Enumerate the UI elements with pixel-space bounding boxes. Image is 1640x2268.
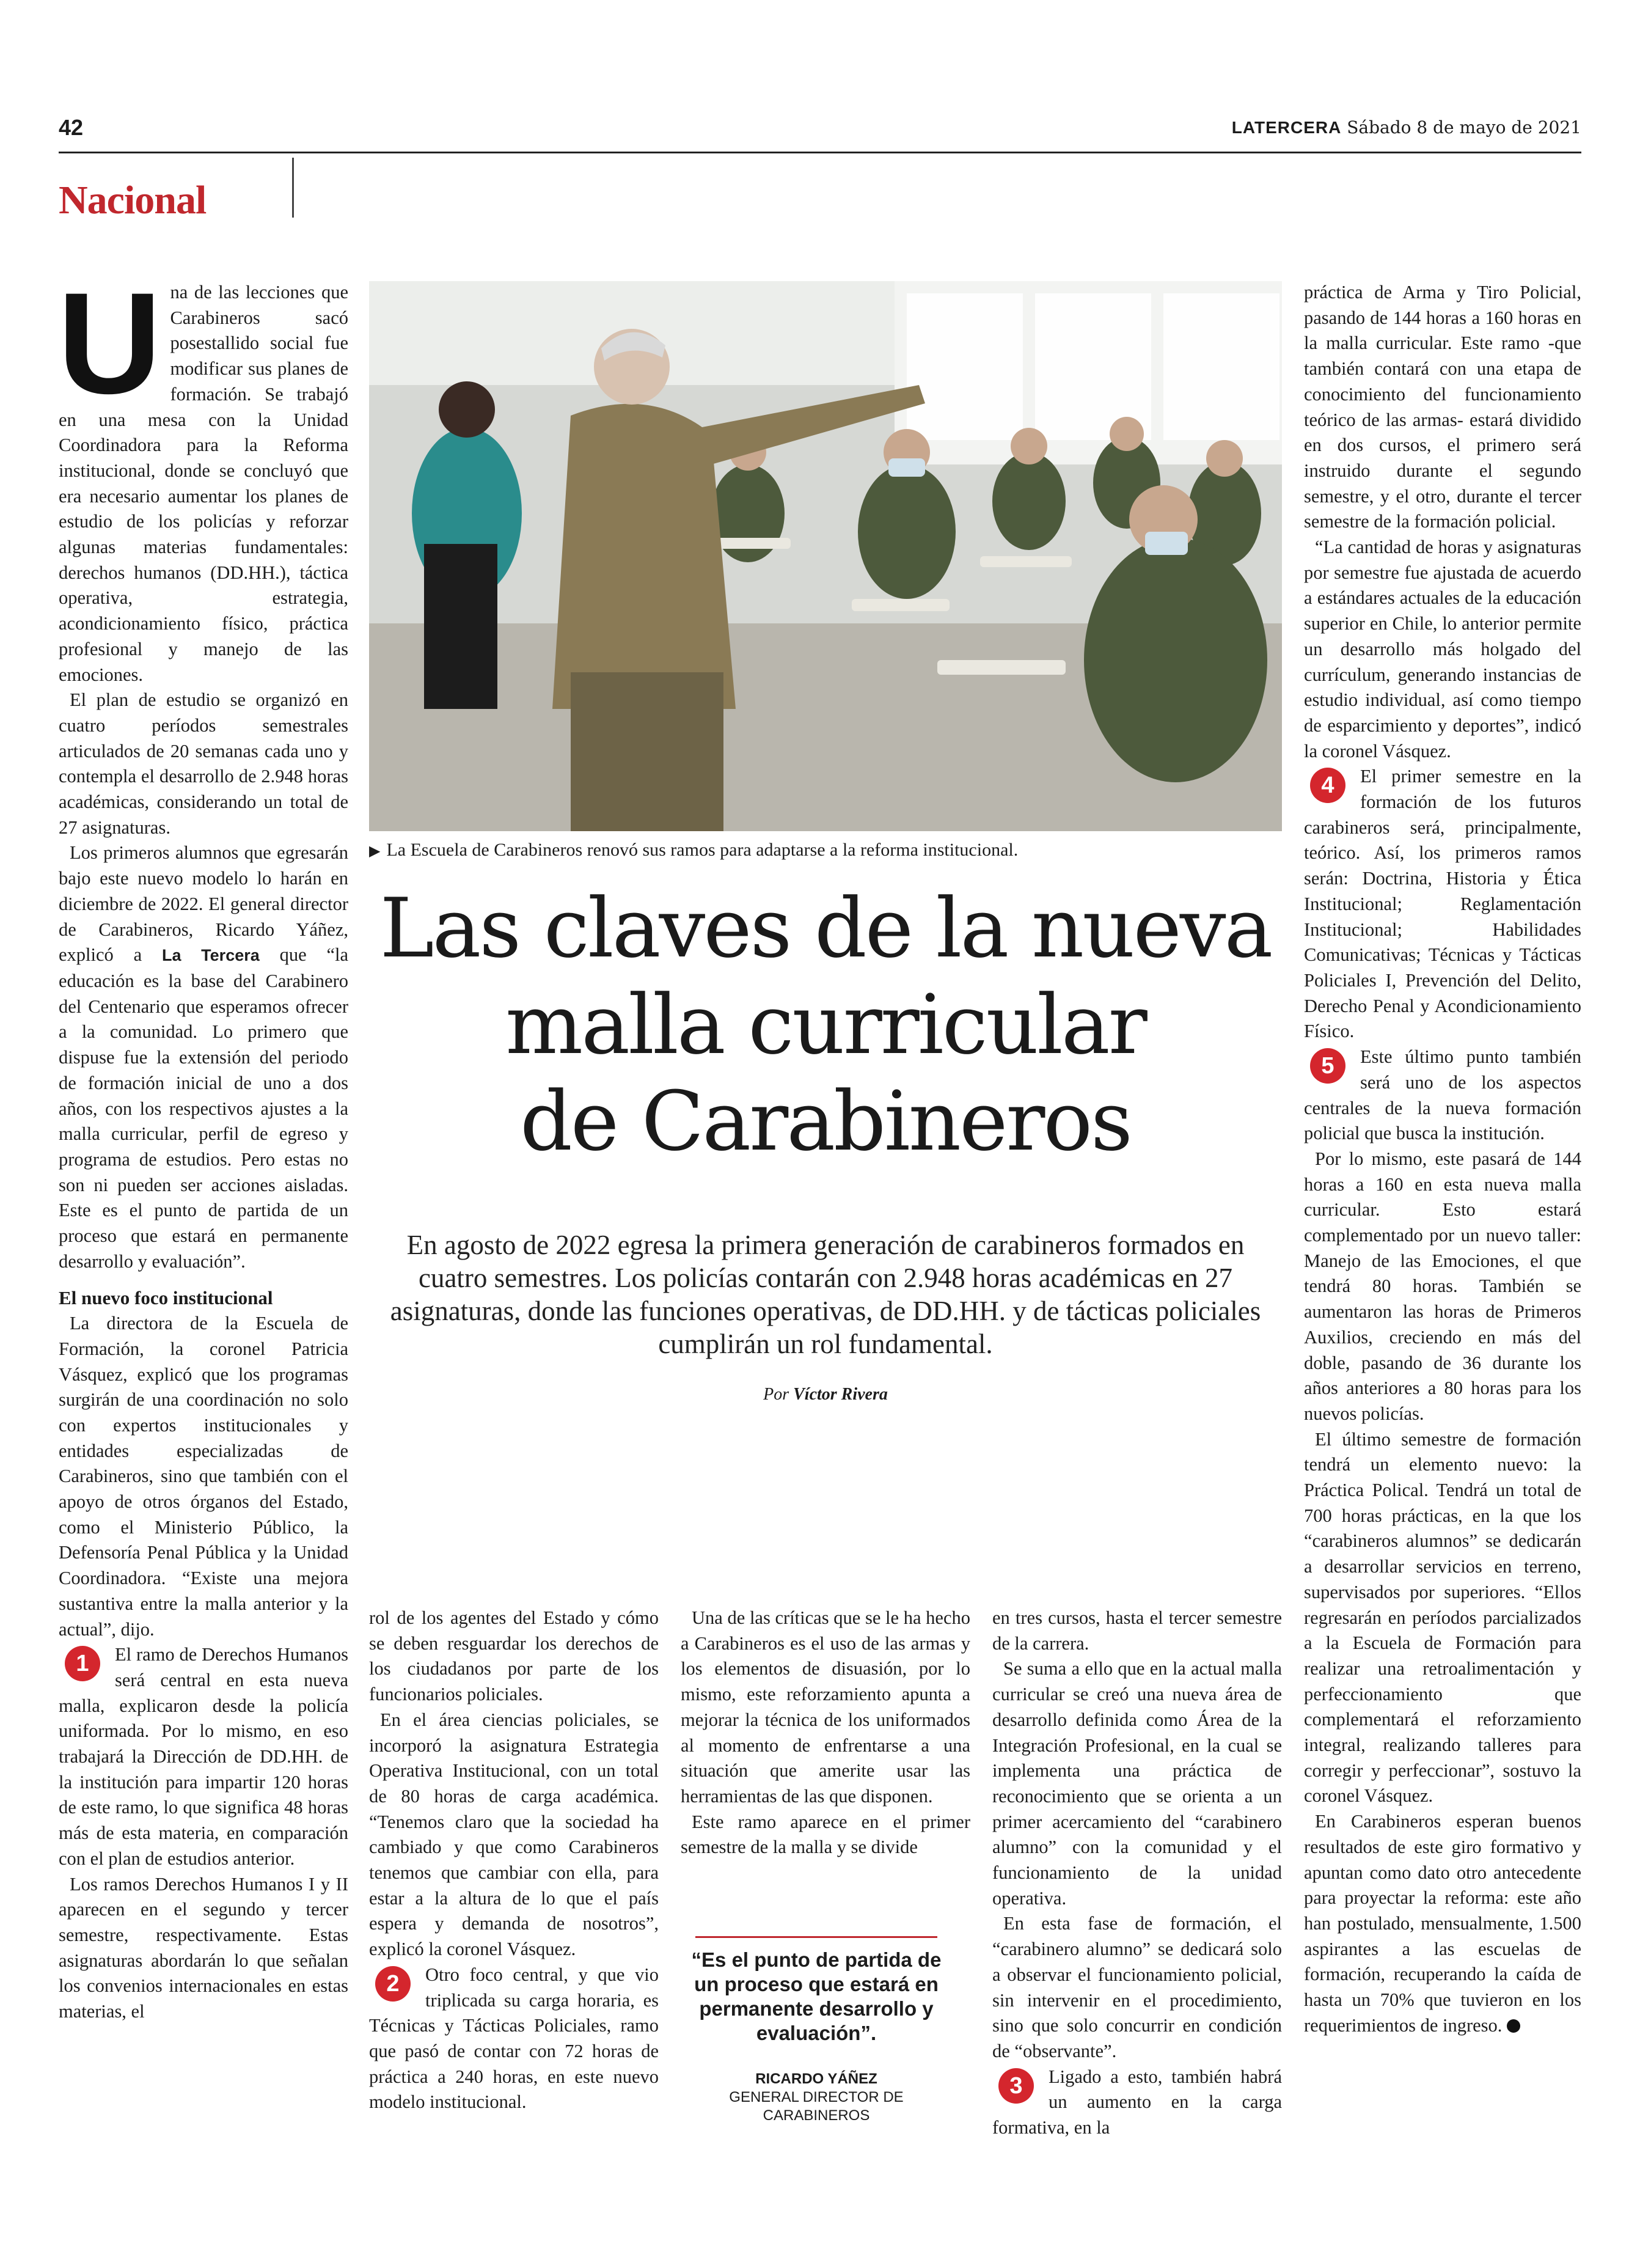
paragraph-text: na de las lecciones que Carabineros sacó posestallido social fue modificar sus planes de formación. Se trabajó en una mesa con la Unidad Coordinadora para la Reforma institucional, donde se concluyó que era necesario aumentar los planes de estudio de los policías y reforzar algunas materias fundamentales: derechos humanos (DD.HH.), táctica operativa, estrategia, acondicionamiento físico, práctica profesional y manejo de las emociones. [59, 282, 348, 685]
paragraph: rol de los agentes del Estado y cómo se deben resguardar los derechos de los ciudadanos por parte de los funcionarios policiales. [369, 1607, 659, 1705]
publication-name: LATERCERA [1231, 118, 1342, 137]
section-divider [292, 158, 294, 218]
paragraph: El plan de estudio se organizó en cuatro períodos semestrales articulados de 20 semanas cada uno y contempla el desarrollo de 2.948 horas académicas, considerando un total de 27 asignaturas. [59, 689, 348, 838]
header-rule [59, 152, 1581, 153]
paragraph: “La cantidad de horas y asignaturas por semestre fue ajustada de acuerdo a estándares actuales de la educación superior en Chile, lo anterior permite un desarrollo más holgado del currículum, generando instancias de estudio individual, así como tiempo de esparcimiento y deportes”, indicó la coronel Vásquez. [1304, 537, 1581, 762]
issue-date: Sábado 8 de mayo de 2021 [1347, 117, 1581, 138]
triangle-bullet-icon: ▶ [369, 843, 381, 859]
paragraph: Este ramo aparece en el primer semestre de la malla y se divide [681, 1811, 970, 1858]
page-number: 42 [59, 115, 84, 140]
author-name: Víctor Rivera [793, 1385, 888, 1404]
paragraph: Los ramos Derechos Humanos I y II aparecen en el segundo y tercer semestre, respectivamente. Estas asignaturas abordarán lo que señalan los convenios internacionales en estas materias, el [59, 1873, 348, 2022]
number-badge-5: 5 [1310, 1048, 1345, 1084]
publication-mention: La Tercera [161, 946, 260, 965]
paragraph: En Carabineros esperan buenos resultados de este giro formativo y apuntan como dato otro antecedente para proyectar la reforma: este año han postulado, mensualmente, 1.500 aspirantes a las escuelas de formación, recuperando la caída de hasta un 70% que tuvieron en los requerimientos de ingreso. [1304, 1811, 1581, 2036]
masthead [1232, 117, 1581, 138]
paragraph: Por lo mismo, este pasará de 144 horas a 160 en esta nueva malla curricular. Esto estará complementado por un nuevo taller: Manejo de las Emociones, el que tendrá 80 horas. También se aumentaron las horas de Primeros Auxilios, creciendo en más del doble, pasando de 36 durante los años anteriores a 80 horas para los nuevos policías. [1304, 1148, 1581, 1424]
quote-text: “Es el punto de partida de un proceso que estará en permanente desarrollo y evaluación”. [691, 1948, 942, 2044]
body-column-2 [369, 1606, 659, 2115]
quote-author-role: GENERAL DIRECTOR DE CARABINEROS [729, 2089, 904, 2124]
numbered-paragraph: 5 Este último punto también será uno de los aspectos centrales de la nueva formación policial que busca la institución. [1304, 1046, 1581, 1144]
deck-summary: En agosto de 2022 egresa la primera generación de carabineros formados en cuatro semestres. Los policías contarán con 2.948 horas académicas en 27 asignaturas, donde las funciones operativas, de DD.HH. y de tácticas policiales cumplirán un rol fundamental. [390, 1230, 1261, 1359]
numbered-paragraph: 2 Otro foco central, y que vio triplicada su carga horaria, es Técnicas y Tácticas Policiales, ramo que pasó de contar con 72 horas de práctica a 240 horas, en este nuevo modelo institucional. [369, 1964, 659, 2113]
paragraph: Los primeros alumnos que egresarán bajo este nuevo modelo lo harán en diciembre de 2022. El general director de Carabineros, Ricardo Yáñez, explicó a La Tercera que “la educación es la base del Carabinero del Centenario que esperamos ofrecer a la comunidad. Lo primero que dispuse fue la extensión del periodo de formación inicial de uno a dos años, con los respectivos ajustes a la malla curricular, perfil de egreso y programa de estudios. Pero estas no son ni pueden ser acciones aisladas. Este es el punto de partida de un proceso que estará en permanente desarrollo y evaluación”. [59, 842, 348, 1272]
photo-illustration [369, 281, 1282, 831]
number-badge-4: 4 [1310, 768, 1345, 803]
subheading: El nuevo foco institucional [59, 1287, 273, 1309]
headline: Las claves de la nueva malla curricular de Carabineros [379, 881, 1272, 1169]
paragraph: práctica de Arma y Tiro Policial, pasando de 144 horas a 160 horas en la malla curricular. Este ramo -que también contará con una etapa de conocimiento del funcionamiento teórico de las armas- estará dividido en dos cursos, el primero será instruido durante el segundo semestre, y el otro, durante el tercer semestre de la formación policial. [1304, 282, 1581, 532]
paragraph: Se suma a ello que en la actual malla curricular se creó una nueva área de desarrollo definida como Área de la Integración Profesional, en la cual se implementa una práctica de reconocimiento que se orienta a un primer acercamiento del “carabinero alumno” con la comunidad y el funcionamiento de la unidad operativa. [992, 1658, 1282, 1909]
number-badge-1: 1 [65, 1646, 100, 1681]
paragraph: La directora de la Escuela de Formación, la coronel Patricia Vásquez, explicó que los programas surgirán de una coordinación no solo con expertos institucionales y entidades especializadas de Carabineros, sino que también con el apoyo de otros órganos del Estado, como el Ministerio Público, la Defensoría Penal Pública y la Unidad Coordinadora. “Existe una mejora sustantiva entre la malla anterior y la actual”, dijo. [59, 1313, 348, 1640]
body-column-4 [992, 1606, 1282, 2141]
quote-author: RICARDO YÁÑEZ [755, 2071, 877, 2087]
numbered-paragraph: 3 Ligado a esto, también habrá un aumento en la carga formativa, en la [992, 2066, 1282, 2138]
end-of-article-icon [1507, 2019, 1520, 2033]
numbered-paragraph: 1 El ramo de Derechos Humanos será central en esta nueva malla, explicaron desde la policía uniformada. Por lo mismo, en eso trabajará la Dirección de DD.HH. de la institución para impartir 120 horas de este ramo, lo que significa 48 horas más de esta materia, en comparación con el plan de estudios anterior. [59, 1644, 348, 1869]
number-badge-2: 2 [375, 1966, 411, 2002]
body-column-1 [57, 263, 348, 2025]
section-title: Nacional [59, 178, 207, 222]
paragraph: En el área ciencias policiales, se incorporó la asignatura Estrategia Operativa Institucional, con un total de 80 horas de carga académica. “Tenemos claro que la sociedad ha cambiado y que como Carabineros tenemos que cambiar con ella, para estar a la altura de lo que el país espera y demanda de nosotros”, explicó la coronel Vásquez. [369, 1709, 659, 1960]
body-column-3 [681, 1606, 970, 1860]
pull-quote [688, 1936, 945, 2125]
paragraph: En esta fase de formación, el “carabinero alumno” se dedicará solo a observar el funcionamiento policial, sin intervenir en el procedimiento, sino que solo concurrir en condición de “observante”. [992, 1913, 1282, 2061]
photo-caption: ▶ La Escuela de Carabineros renovó sus ramos para adaptarse a la reforma institucional. [369, 840, 1019, 860]
number-badge-3: 3 [998, 2068, 1034, 2104]
numbered-paragraph: 4 El primer semestre en la formación de los futuros carabineros será, principalmente, teórico. Así, los primeros ramos serán: Doctrina, Historia y Ética Institucional; Reglamentación Institucional; Habilidades Comunicativas; Técnicas y Tácticas Policiales I, Prevención del Delito, Derecho Penal y Acondicionamiento Físico. [1304, 766, 1581, 1042]
quote-rule [695, 1936, 937, 1938]
paragraph: en tres cursos, hasta el tercer semestre de la carrera. [992, 1607, 1282, 1654]
lead-paragraph [57, 263, 348, 688]
drop-cap: U [57, 263, 162, 424]
body-column-5 [1304, 280, 1581, 2039]
classroom-photo [369, 281, 1282, 831]
paragraph: El último semestre de formación tendrá un elemento nuevo: la Práctica Polical. Tendrá un total de 700 horas prácticas, en la que los “carabineros alumnos” se dedicarán a desarrollar servicios en terreno, supervisados por superiores. “Ellos regresarán en períodos parcializados a la Escuela de Formación para realizar una retroalimentación y perfeccionamiento que complementará el reforzamiento integral, realizando talleres para corregir y perfeccionar”, sostuvo la coronel Vásquez. [1304, 1428, 1581, 1807]
byline: Por Víctor Rivera [763, 1385, 888, 1404]
paragraph: Una de las críticas que se le ha hecho a Carabineros es el uso de las armas y los elementos de disuasión, por lo mismo, este reforzamiento apunta a mejorar la técnica de los uniformados al momento de enfrentarse a una situación que amerite usar las herramientas de las que disponen. [681, 1607, 970, 1807]
